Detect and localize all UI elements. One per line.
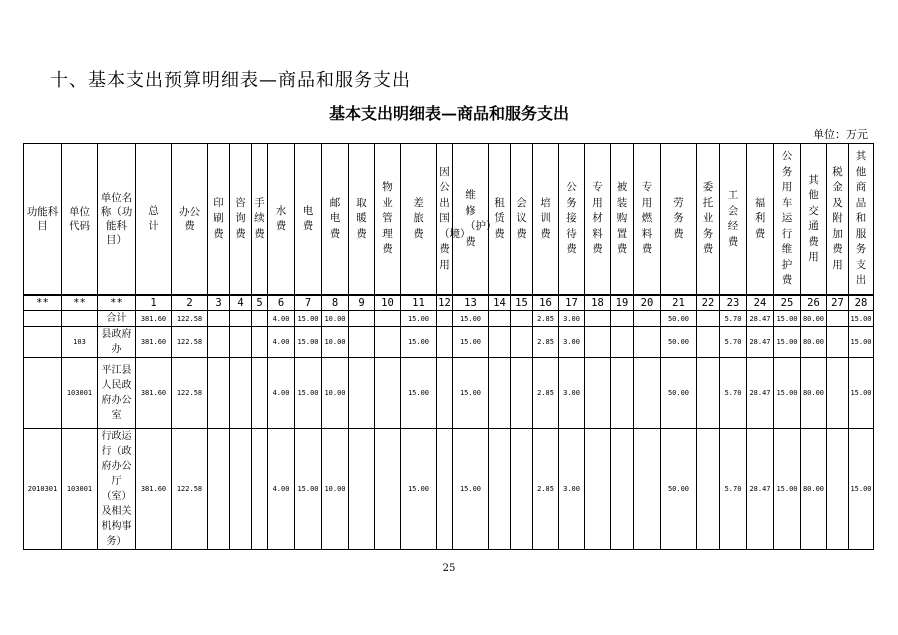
index-cell: 28 (849, 295, 874, 311)
table-cell (375, 311, 401, 327)
table-cell (827, 311, 849, 327)
col-header: 咨询费 (230, 144, 252, 296)
table-cell (375, 429, 401, 550)
table-cell: 15.00 (401, 429, 437, 550)
table-cell (375, 327, 401, 358)
index-cell: 13 (453, 295, 489, 311)
table-cell: 15.00 (774, 311, 801, 327)
col-header: 福利费 (747, 144, 774, 296)
col-header: 培训费 (533, 144, 559, 296)
col-header: 取暖费 (349, 144, 375, 296)
col-header: 被装购置费 (611, 144, 634, 296)
col-header: 因公出国（境）费用 (437, 144, 453, 296)
index-cell: 12 (438, 297, 451, 309)
col-header: 租赁费 (489, 144, 511, 296)
index-cell: 21 (661, 295, 697, 311)
unit-label: 单位：万元 (813, 128, 868, 141)
table-cell: 3.00 (559, 429, 585, 550)
col-header: 总计 (136, 144, 172, 296)
index-cell: ** (62, 295, 98, 311)
table-cell: 103001 (62, 429, 98, 550)
table-cell: 2.85 (533, 429, 559, 550)
table-cell: 50.00 (661, 311, 697, 327)
table-title: 基本支出明细表—商品和服务支出 (328, 104, 569, 123)
table-cell (634, 327, 661, 358)
table-cell: 15.00 (295, 429, 322, 550)
table-cell: 4.00 (268, 311, 295, 327)
table-cell: 381.60 (136, 311, 172, 327)
col-header: 其他交通费用 (801, 144, 827, 296)
table-cell: 122.58 (172, 327, 208, 358)
table-cell (252, 358, 268, 429)
table-cell (98, 311, 136, 327)
index-cell: 23 (720, 295, 747, 311)
table-cell (208, 358, 230, 429)
index-cell: 27 (827, 295, 849, 311)
unit-name-label: 合计 (106, 313, 127, 324)
index-cell: 7 (295, 295, 322, 311)
table-cell (230, 327, 252, 358)
table-cell: 2.85 (533, 311, 559, 327)
table-cell: 3.00 (559, 358, 585, 429)
table-cell (634, 311, 661, 327)
table-cell: 28.47 (747, 327, 774, 358)
table-cell (585, 311, 611, 327)
table-cell (349, 327, 375, 358)
table-cell: 80.00 (801, 327, 827, 358)
index-cell: 6 (268, 295, 295, 311)
unit-name-label: 平江县人民政府办公室 (101, 365, 132, 421)
table-cell: 3.00 (559, 327, 585, 358)
table-cell: 15.00 (849, 358, 874, 429)
table-cell: 15.00 (295, 358, 322, 429)
table-cell: 122.58 (172, 358, 208, 429)
table-cell (230, 429, 252, 550)
table-cell: 50.00 (661, 429, 697, 550)
table-cell (697, 327, 720, 358)
table-cell: 4.00 (268, 429, 295, 550)
col-header: 劳务费 (661, 144, 697, 296)
table-cell (24, 327, 62, 358)
table-cell: 4.00 (268, 327, 295, 358)
header-row (24, 144, 874, 296)
table-cell (611, 429, 634, 550)
index-cell: 11 (401, 295, 437, 311)
table-cell: 80.00 (801, 429, 827, 550)
index-cell: 26 (801, 295, 827, 311)
table-cell: 10.00 (322, 311, 349, 327)
table-cell: 381.60 (136, 327, 172, 358)
table-cell: 2010301 (24, 429, 62, 550)
table-cell: 15.00 (295, 311, 322, 327)
index-cell: 20 (634, 295, 661, 311)
index-cell: 24 (747, 295, 774, 311)
table-cell (252, 327, 268, 358)
table-body (24, 311, 874, 550)
table-cell (697, 429, 720, 550)
table-cell: 15.00 (453, 327, 489, 358)
index-cell: 16 (533, 295, 559, 311)
table-cell (697, 311, 720, 327)
table-cell: 15.00 (774, 429, 801, 550)
table-cell (437, 311, 453, 327)
index-cell: 5 (252, 295, 268, 311)
table-cell: 2.85 (533, 327, 559, 358)
col-header: 办公费 (172, 144, 208, 296)
table-cell: 15.00 (453, 311, 489, 327)
table-cell (585, 327, 611, 358)
index-cell: 8 (322, 295, 349, 311)
col-header: 会议费 (511, 144, 533, 296)
table-cell (98, 429, 136, 550)
table-row (24, 358, 874, 429)
table-cell: 103001 (62, 358, 98, 429)
table-cell (208, 311, 230, 327)
col-header: 手续费 (252, 144, 268, 296)
table-cell (489, 327, 511, 358)
unit-name-label: 县政府办 (101, 329, 132, 355)
table-cell (98, 327, 136, 358)
table-cell: 3.00 (559, 311, 585, 327)
table-cell (230, 358, 252, 429)
col-header: 印刷费 (208, 144, 230, 296)
table-cell: 15.00 (774, 327, 801, 358)
table-cell: 15.00 (453, 358, 489, 429)
table-cell: 50.00 (661, 327, 697, 358)
col-header: 维修（护）费 (453, 144, 489, 296)
table-cell: 381.60 (136, 429, 172, 550)
table-cell (252, 429, 268, 550)
col-header: 水费 (268, 144, 295, 296)
table-cell (437, 358, 453, 429)
table-cell: 10.00 (322, 429, 349, 550)
table-cell: 15.00 (453, 429, 489, 550)
table-cell: 15.00 (849, 327, 874, 358)
table-cell (24, 358, 62, 429)
table-cell (252, 311, 268, 327)
table-cell: 50.00 (661, 358, 697, 429)
table-cell (437, 327, 453, 358)
table-cell (827, 327, 849, 358)
col-header: 单位名称（功能科目） (98, 144, 136, 296)
table-cell (349, 311, 375, 327)
table-cell: 5.70 (720, 358, 747, 429)
expense-table (23, 143, 874, 550)
table-cell: 15.00 (774, 358, 801, 429)
col-header: 专用材料费 (585, 144, 611, 296)
table-cell (375, 358, 401, 429)
table-cell: 103 (62, 327, 98, 358)
index-cell: 1 (136, 295, 172, 311)
table-cell (511, 311, 533, 327)
table-row (24, 327, 874, 358)
table-cell: 80.00 (801, 311, 827, 327)
table-cell: 15.00 (401, 327, 437, 358)
index-cell: 14 (489, 295, 511, 311)
table-cell (489, 429, 511, 550)
table-cell: 4.00 (268, 358, 295, 429)
table-cell (349, 358, 375, 429)
table-cell (24, 311, 62, 327)
index-cell: 10 (375, 295, 401, 311)
table-cell: 10.00 (322, 327, 349, 358)
index-cell: 15 (511, 295, 533, 311)
table-cell (511, 358, 533, 429)
index-cell: 19 (611, 295, 634, 311)
table-cell (437, 429, 453, 550)
col-header: 物业管理费 (375, 144, 401, 296)
table-cell: 15.00 (849, 429, 874, 550)
index-cell: ** (24, 295, 62, 311)
table-cell (511, 327, 533, 358)
index-cell: 9 (349, 295, 375, 311)
col-header: 邮电费 (322, 144, 349, 296)
col-header: 税金及附加费用 (827, 144, 849, 296)
table-cell: 5.70 (720, 311, 747, 327)
index-cell: 3 (208, 295, 230, 311)
table-cell: 10.00 (322, 358, 349, 429)
col-header: 其他商品和服务支出 (849, 144, 874, 296)
table-cell (634, 358, 661, 429)
table-cell: 15.00 (849, 311, 874, 327)
section-title: 十、基本支出预算明细表—商品和服务支出 (50, 70, 411, 91)
index-row (24, 295, 874, 311)
table-cell (827, 358, 849, 429)
table-cell (585, 429, 611, 550)
table-cell (697, 358, 720, 429)
col-header: 功能科目 (24, 144, 62, 296)
table-cell: 28.47 (747, 429, 774, 550)
index-cell: 25 (774, 295, 801, 311)
table-cell: 2.85 (533, 358, 559, 429)
col-header: 专用燃料费 (634, 144, 661, 296)
table-cell: 15.00 (295, 327, 322, 358)
table-cell: 15.00 (401, 358, 437, 429)
index-cell: 22 (697, 295, 720, 311)
table-cell (208, 429, 230, 550)
index-cell: 17 (559, 295, 585, 311)
unit-name-label: 行政运行（政府办公厅（室）及相关机构事务） (101, 431, 132, 547)
table-cell: 5.70 (720, 327, 747, 358)
table-row (24, 311, 874, 327)
col-header: 工会经费 (720, 144, 747, 296)
table-cell: 28.47 (747, 311, 774, 327)
index-cell: ** (98, 295, 136, 311)
table-cell (230, 311, 252, 327)
table-row (24, 429, 874, 550)
col-header: 公务接待费 (559, 144, 585, 296)
col-header: 公务用车运行维护费 (774, 144, 801, 296)
col-header: 差旅费 (401, 144, 437, 296)
col-header: 委托业务费 (697, 144, 720, 296)
table-cell: 122.58 (172, 311, 208, 327)
table-cell: 122.58 (172, 429, 208, 550)
index-cell: 2 (172, 295, 208, 311)
table-cell (827, 429, 849, 550)
table-cell (208, 327, 230, 358)
col-header: 电费 (295, 144, 322, 296)
table-cell (611, 311, 634, 327)
table-cell: 15.00 (401, 311, 437, 327)
table-cell (611, 327, 634, 358)
table-cell (489, 311, 511, 327)
col-header: 单位代码 (62, 144, 98, 296)
table-cell (349, 429, 375, 550)
table-cell: 80.00 (801, 358, 827, 429)
table-cell: 5.70 (720, 429, 747, 550)
table-cell: 381.60 (136, 358, 172, 429)
index-cell: 4 (230, 295, 252, 311)
page-number: 25 (442, 563, 456, 574)
table-cell: 28.47 (747, 358, 774, 429)
index-cell: 18 (585, 295, 611, 311)
table-cell (634, 429, 661, 550)
table-cell (611, 358, 634, 429)
table-cell (98, 358, 136, 429)
table-cell (511, 429, 533, 550)
table-cell (62, 311, 98, 327)
table-cell (585, 358, 611, 429)
table-cell (489, 358, 511, 429)
